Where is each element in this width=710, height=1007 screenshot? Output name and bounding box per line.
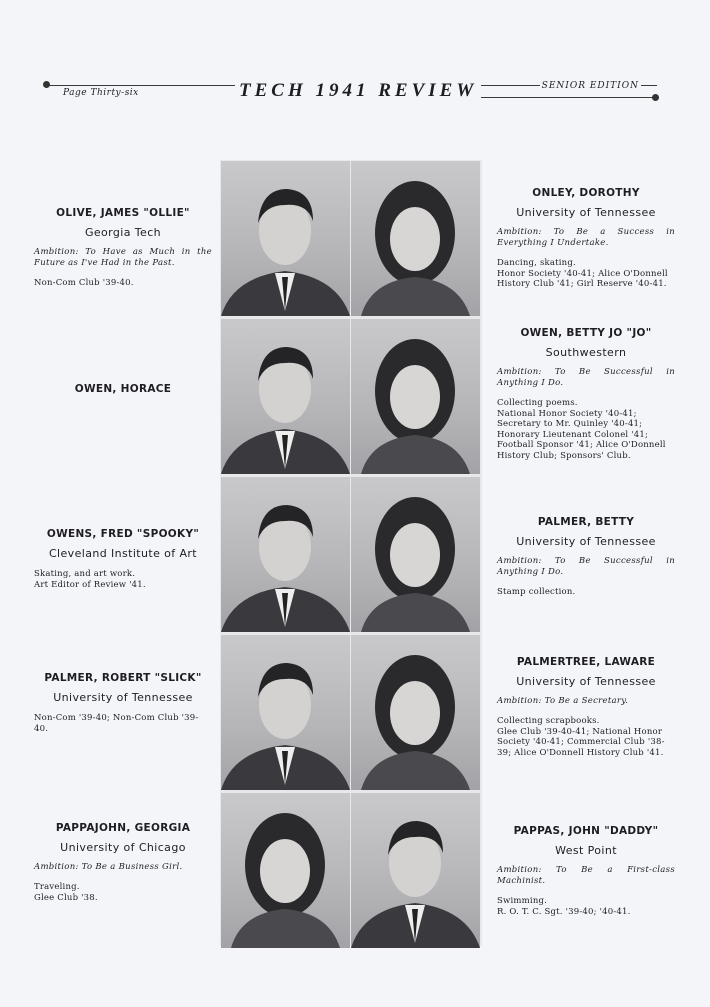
header-ornament-right (652, 94, 659, 101)
senior-entry (497, 656, 675, 758)
senior-entry (497, 327, 675, 461)
activity-line: National Honor Society '40-41; Secretary to Mr. Quinley '40-41; Honorary Lieutenant Colonel '41; Football Sponsor '41; Alice O'Donnell History Club; Sponsors' Club. (497, 408, 666, 461)
activity-line: Glee Club '39-40-41; National Honor Society '40-41; Commercial Club '38-39; Alice O'Donnell History Club '41. (497, 726, 665, 758)
activity-line: Honor Society '40-41; Alice O'Donnell History Club '41; Girl Reserve '40-41. (497, 268, 668, 289)
senior-ambition: Ambition: To Be Successful in Anything I Do. (497, 556, 675, 577)
portrait-photo (221, 161, 350, 316)
activity-line: Art Editor of Review '41. (34, 579, 146, 590)
senior-school: Georgia Tech (84, 226, 162, 239)
senior-school: University of Tennessee (516, 535, 656, 548)
activity-line: R. O. T. C. Sgt. '39-40; '40-41. (497, 906, 631, 917)
senior-entry (34, 528, 212, 590)
activity-line: Non-Com '39-40; Non-Com Club '39-40. (34, 713, 199, 734)
senior-name: PALMER, ROBERT "SLICK" (44, 672, 202, 684)
senior-school: Southwestern (545, 346, 627, 359)
header-rule-bottom (465, 97, 657, 98)
senior-activities (497, 258, 675, 290)
senior-entry (34, 383, 212, 395)
senior-ambition: Ambition: To Be a Secretary. (497, 696, 629, 706)
page-number: Page Thirty-six (63, 88, 139, 98)
senior-ambition: Ambition: To Be a First-class Machinist. (497, 865, 675, 886)
senior-entry (34, 672, 212, 734)
senior-activities (497, 716, 675, 758)
activity-line: Collecting poems. (497, 398, 578, 408)
senior-name: OWEN, HORACE (74, 383, 172, 395)
senior-ambition: Ambition: To Have as Much in the Future as I've Had in the Past. (34, 247, 212, 268)
senior-entry (34, 207, 212, 289)
senior-activities (497, 398, 675, 461)
senior-name: PAPPAJOHN, GEORGIA (55, 822, 191, 834)
senior-ambition: Ambition: To Be a Success in Everything I Undertake. (497, 227, 675, 248)
page-title: TECH 1941 REVIEW (235, 80, 481, 102)
senior-school: University of Tennessee (53, 691, 193, 704)
senior-name: PALMER, BETTY (537, 516, 635, 528)
activity-line: Traveling. (34, 882, 80, 892)
activity-line: Collecting scrapbooks. (497, 716, 600, 726)
senior-entry (34, 822, 212, 903)
activity-line: Stamp collection. (497, 587, 576, 597)
activity-line: Non-Com Club '39-40. (34, 278, 134, 288)
senior-activities (34, 713, 212, 734)
senior-school: Cleveland Institute of Art (48, 547, 198, 560)
header-ornament-left (43, 81, 50, 88)
senior-activities (497, 587, 675, 598)
senior-activities (497, 896, 675, 917)
senior-entry (497, 825, 675, 917)
portrait-photo (221, 793, 350, 948)
senior-ambition: Ambition: To Be Successful in Anything I Do. (497, 367, 675, 388)
portrait-photo (351, 319, 480, 474)
senior-activities (34, 882, 212, 903)
senior-name: OLIVE, JAMES "OLLIE" (56, 207, 190, 219)
portrait-photo (351, 161, 480, 316)
portrait-photo (351, 793, 480, 948)
portrait-photo (221, 477, 350, 632)
senior-activities (34, 278, 212, 289)
senior-school: University of Chicago (60, 841, 186, 854)
senior-name: PALMERTREE, LAWARE (516, 656, 656, 668)
senior-school: University of Tennessee (516, 675, 656, 688)
portrait-photo (351, 635, 480, 790)
senior-name: ONLEY, DOROTHY (532, 187, 640, 199)
activity-line: Skating, and art work. (34, 569, 136, 579)
portrait-photo (351, 477, 480, 632)
activity-line: Swimming. (497, 896, 548, 906)
senior-activities (34, 569, 212, 590)
senior-ambition: Ambition: To Be a Business Girl. (34, 862, 183, 872)
portrait-photo (221, 635, 350, 790)
senior-school: University of Tennessee (516, 206, 656, 219)
activity-line: Dancing, skating. (497, 258, 576, 268)
senior-school: West Point (555, 844, 617, 857)
activity-line: Glee Club '38. (34, 892, 98, 903)
portrait-photo (221, 319, 350, 474)
portrait-grid (220, 160, 482, 946)
edition-label: SENIOR EDITION (541, 81, 639, 91)
page-header (45, 76, 657, 104)
senior-name: OWEN, BETTY JO "JO" (520, 327, 652, 339)
senior-entry (497, 187, 675, 290)
senior-entry (497, 516, 675, 598)
senior-name: PAPPAS, JOHN "DADDY" (513, 825, 659, 837)
senior-name: OWENS, FRED "SPOOKY" (46, 528, 200, 540)
